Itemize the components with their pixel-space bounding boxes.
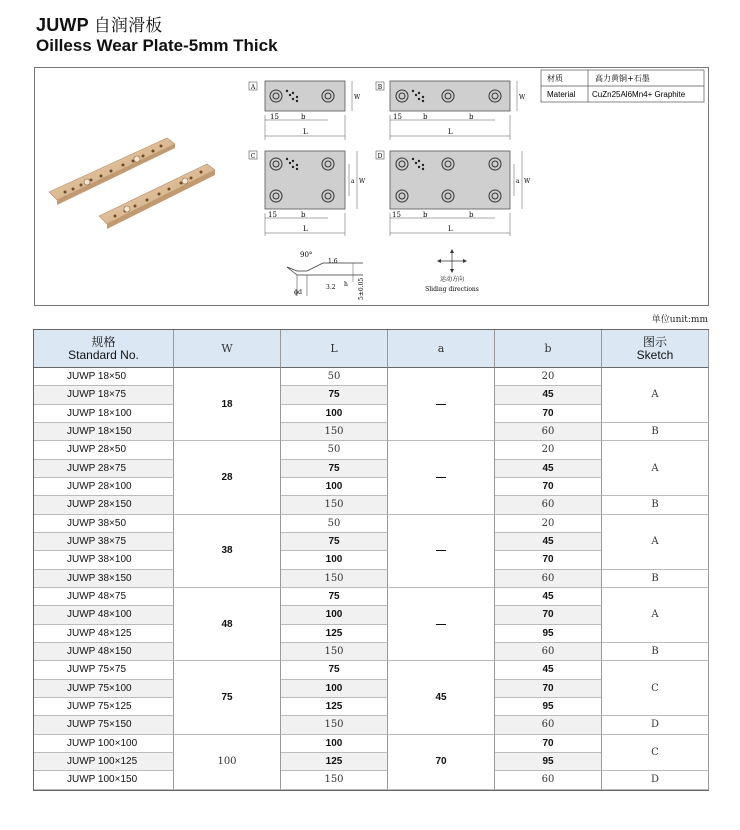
page-subtitle: Oilless Wear Plate-5mm Thick: [36, 36, 278, 55]
cell-b: 60: [495, 643, 602, 661]
cell-b: 95: [495, 698, 602, 716]
cell-standard-no: JUWP 38×50: [34, 515, 174, 533]
cell-w: 75: [174, 661, 281, 734]
unit-note: 单位unit:mm: [651, 315, 708, 325]
cell-sketch: C: [602, 735, 709, 772]
dim-15: 15: [270, 113, 279, 121]
cell-l: 125: [281, 698, 388, 716]
figure-panel: [34, 67, 709, 306]
cell-l: 150: [281, 570, 388, 588]
header-std-cn: 规格: [91, 334, 116, 349]
spec-table: [33, 329, 708, 791]
cell-standard-no: JUWP 75×75: [34, 661, 174, 679]
dim-15: 15: [268, 211, 277, 219]
dim-phi-d: ϕd: [294, 289, 302, 296]
header-sketch: [602, 330, 709, 368]
cell-standard-no: JUWP 18×75: [34, 386, 174, 404]
sliding-en: Sliding directions: [425, 286, 479, 293]
dim-w: W: [524, 178, 531, 185]
cell-l: 75: [281, 533, 388, 551]
sketch-b: [376, 81, 526, 140]
sketch-d: [376, 151, 531, 236]
cell-b: 70: [495, 735, 602, 753]
dim-15: 15: [392, 211, 401, 219]
cell-sketch: A: [602, 515, 709, 570]
cell-standard-no: JUWP 18×150: [34, 423, 174, 441]
cell-a: —: [388, 588, 495, 661]
dim-w: W: [354, 94, 361, 101]
cell-b: 20: [495, 368, 602, 386]
cell-b: 60: [495, 423, 602, 441]
dim-3-2: 3.2: [326, 284, 336, 291]
cell-b: 60: [495, 570, 602, 588]
cell-sketch: A: [602, 441, 709, 496]
cell-standard-no: JUWP 48×150: [34, 643, 174, 661]
cell-b: 95: [495, 753, 602, 771]
cell-standard-no: JUWP 100×125: [34, 753, 174, 771]
cell-standard-no: JUWP 48×75: [34, 588, 174, 606]
dim-l: L: [448, 225, 453, 233]
header-standard-no: [34, 330, 174, 368]
cell-l: 50: [281, 515, 388, 533]
dim-15: 15: [393, 113, 402, 121]
cell-a: —: [388, 515, 495, 588]
cell-w: 18: [174, 368, 281, 441]
dim-l: L: [448, 128, 453, 136]
cell-l: 100: [281, 735, 388, 753]
cell-l: 125: [281, 753, 388, 771]
header-l: L: [281, 330, 388, 368]
cell-l: 150: [281, 423, 388, 441]
cell-standard-no: JUWP 48×100: [34, 606, 174, 624]
cell-standard-no: JUWP 75×100: [34, 680, 174, 698]
material-value-cn: 高力黄铜+石墨: [595, 74, 650, 83]
cell-l: 150: [281, 643, 388, 661]
cell-b: 60: [495, 496, 602, 514]
cell-w: 100: [174, 735, 281, 790]
sketch-c-label: C: [250, 153, 256, 160]
material-label-en: Material: [547, 90, 576, 99]
cell-standard-no: JUWP 100×100: [34, 735, 174, 753]
product-name-cn: 自润滑板: [93, 16, 163, 36]
cell-a: —: [388, 441, 495, 514]
cell-b: 60: [495, 771, 602, 789]
sketch-a: [249, 81, 361, 140]
cell-sketch: A: [602, 368, 709, 423]
cell-b: 70: [495, 551, 602, 569]
dim-l: L: [303, 225, 308, 233]
cell-sketch: D: [602, 771, 709, 789]
header-w: W: [174, 330, 281, 368]
material-table: [541, 70, 704, 102]
dim-b: b: [301, 211, 306, 219]
cell-l: 150: [281, 771, 388, 789]
sketch-c: [249, 151, 366, 236]
cell-standard-no: JUWP 28×75: [34, 460, 174, 478]
cell-l: 125: [281, 625, 388, 643]
cell-b: 70: [495, 680, 602, 698]
countersink-detail: [287, 251, 365, 300]
cell-l: 150: [281, 496, 388, 514]
cell-b: 60: [495, 716, 602, 734]
cell-l: 100: [281, 478, 388, 496]
cell-standard-no: JUWP 75×125: [34, 698, 174, 716]
cell-b: 95: [495, 625, 602, 643]
cell-b: 45: [495, 460, 602, 478]
cell-standard-no: JUWP 38×100: [34, 551, 174, 569]
sketch-b-label: B: [377, 84, 383, 91]
header-std-en: Standard No.: [68, 347, 139, 362]
cell-l: 100: [281, 551, 388, 569]
cell-standard-no: JUWP 100×150: [34, 771, 174, 789]
page-title: [36, 11, 163, 36]
cell-l: 75: [281, 661, 388, 679]
product-code: JUWP: [36, 15, 89, 35]
cell-b: 20: [495, 441, 602, 459]
dim-w: W: [519, 94, 526, 101]
cell-sketch: B: [602, 496, 709, 514]
cell-l: 100: [281, 680, 388, 698]
cell-sketch: D: [602, 716, 709, 734]
cell-b: 70: [495, 405, 602, 423]
cell-b: 45: [495, 533, 602, 551]
dim-w: W: [359, 178, 366, 185]
dim-l: L: [303, 128, 308, 136]
sketch-d-label: D: [377, 153, 383, 160]
cell-b: 20: [495, 515, 602, 533]
cell-standard-no: JUWP 18×100: [34, 405, 174, 423]
dim-b: b: [423, 113, 428, 121]
cell-sketch: B: [602, 570, 709, 588]
cell-sketch: B: [602, 423, 709, 441]
cell-l: 75: [281, 460, 388, 478]
cell-standard-no: JUWP 38×150: [34, 570, 174, 588]
header-a: a: [388, 330, 495, 368]
dim-b: b: [423, 211, 428, 219]
cell-standard-no: JUWP 38×75: [34, 533, 174, 551]
cell-w: 28: [174, 441, 281, 514]
cell-standard-no: JUWP 75×150: [34, 716, 174, 734]
cell-l: 75: [281, 588, 388, 606]
cell-sketch: A: [602, 588, 709, 643]
material-label-cn: 材质: [547, 74, 563, 83]
header-sk-cn: 图示: [642, 334, 667, 349]
technical-drawing: [35, 68, 708, 305]
header-b: b: [495, 330, 602, 368]
sliding-cn: 运动方向: [439, 276, 465, 283]
cell-b: 70: [495, 606, 602, 624]
dim-1-6: 1.6: [328, 258, 338, 265]
dim-b: b: [469, 211, 474, 219]
cell-sketch: B: [602, 643, 709, 661]
cell-a: 70: [388, 735, 495, 790]
product-photo: [49, 138, 215, 229]
cell-l: 75: [281, 386, 388, 404]
dim-angle: 90°: [300, 251, 313, 259]
header-sk-en: Sketch: [636, 347, 674, 362]
cell-sketch: C: [602, 661, 709, 716]
sliding-directions: [425, 249, 479, 293]
cell-b: 70: [495, 478, 602, 496]
dim-h: h: [344, 281, 348, 288]
dim-a: a: [516, 178, 520, 185]
cell-l: 100: [281, 405, 388, 423]
cell-standard-no: JUWP 48×125: [34, 625, 174, 643]
cell-w: 48: [174, 588, 281, 661]
cell-l: 100: [281, 606, 388, 624]
dim-b: b: [469, 113, 474, 121]
cell-standard-no: JUWP 18×50: [34, 368, 174, 386]
cell-l: 150: [281, 716, 388, 734]
cell-standard-no: JUWP 28×50: [34, 441, 174, 459]
cell-standard-no: JUWP 28×100: [34, 478, 174, 496]
cell-a: —: [388, 368, 495, 441]
dim-a: a: [351, 178, 355, 185]
cell-l: 50: [281, 441, 388, 459]
cell-b: 45: [495, 661, 602, 679]
cell-l: 50: [281, 368, 388, 386]
cell-w: 38: [174, 515, 281, 588]
dim-b: b: [301, 113, 306, 121]
cell-b: 45: [495, 588, 602, 606]
material-value-en: CuZn25Al6Mn4+ Graphite: [592, 90, 686, 99]
cell-standard-no: JUWP 28×150: [34, 496, 174, 514]
dim-thickness: 5±0.05: [358, 277, 365, 300]
cell-b: 45: [495, 386, 602, 404]
cell-a: 45: [388, 661, 495, 734]
sketch-a-label: A: [250, 84, 256, 91]
